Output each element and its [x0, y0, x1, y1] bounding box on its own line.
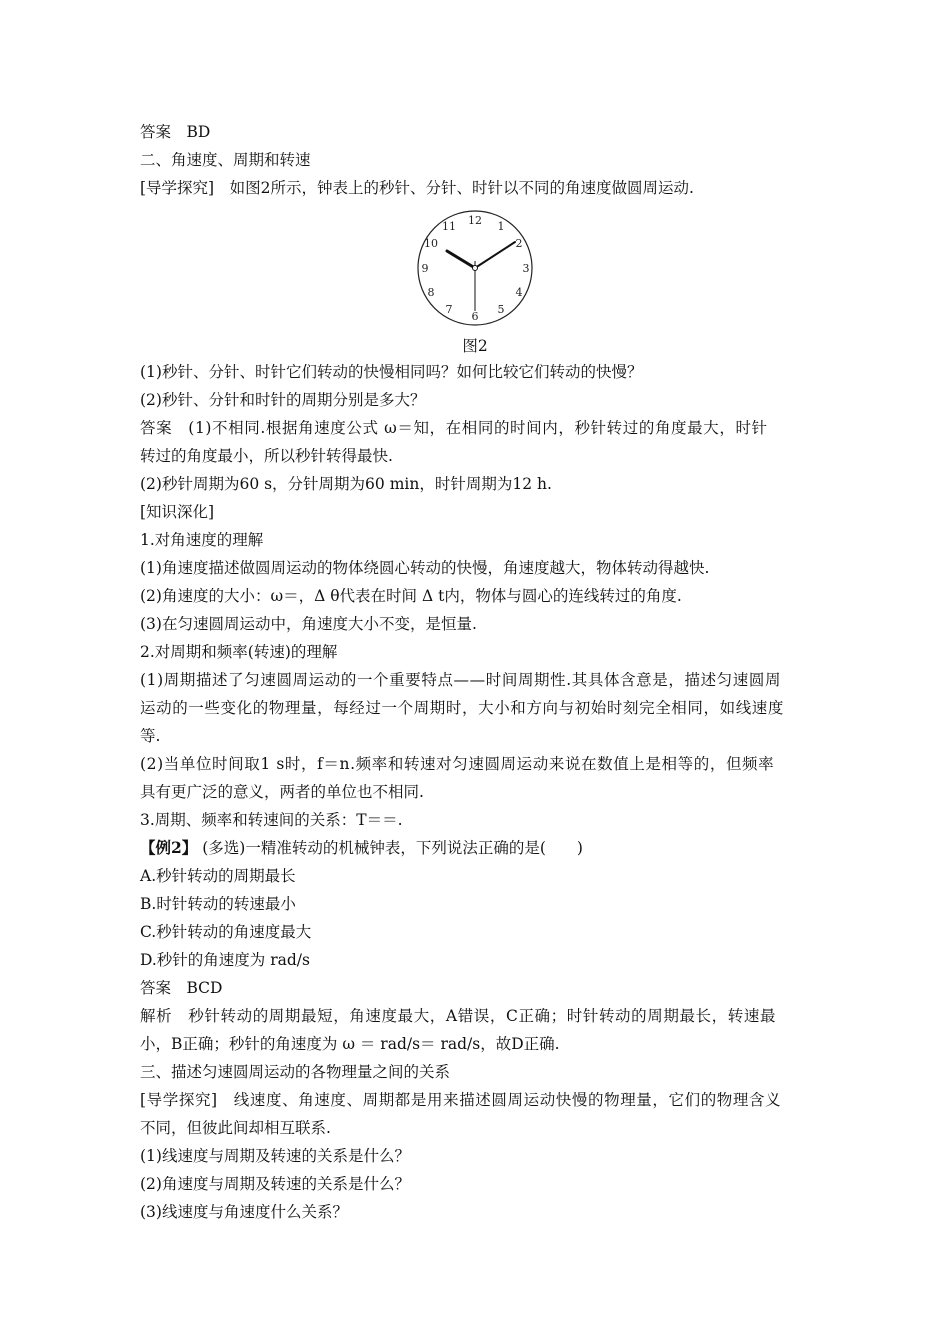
point-3: 3.周期、频率和转速间的关系：T＝＝.: [140, 811, 403, 829]
clock-number-4: 4: [515, 286, 523, 299]
question-1: (1)秒针、分针、时针它们转动的快慢相同吗？如何比较它们转动的快慢？: [140, 363, 643, 381]
guided-inquiry-2: [导学探究] 如图2所示，钟表上的秒针、分针、时针以不同的角速度做圆周运动.: [140, 179, 694, 197]
knowledge-heading: [知识深化]: [140, 503, 215, 521]
guided-inquiry-3-line-1: [导学探究] 线速度、角速度、周期都是用来描述圆周运动快慢的物理量，它们的物理含义: [140, 1091, 782, 1109]
option-b: B.时针转动的转速最小: [140, 895, 296, 913]
minute-hand: [475, 242, 515, 268]
question-3-1: (1)线速度与周期及转速的关系是什么？: [140, 1147, 410, 1165]
analysis-line-2: 小，B正确；秒针的角速度为 ω ＝ rad/s＝ rad/s，故D正确.: [140, 1035, 560, 1053]
clock-number-2: 2: [515, 237, 523, 250]
clock-number-6: 6: [471, 310, 479, 323]
clock-number-8: 8: [427, 286, 435, 299]
option-c: C.秒针转动的角速度最大: [140, 923, 312, 941]
question-2: (2)秒针、分针和时针的周期分别是多大？: [140, 391, 426, 409]
guided-inquiry-3-line-2: 不同，但彼此间却相互联系.: [140, 1119, 331, 1137]
clock-number-3: 3: [522, 262, 530, 275]
analysis-line-1: 解析 秒针转动的周期最短，角速度最大，A错误，C正确；时针转动的周期最长，转速最: [140, 1007, 777, 1025]
figure-caption: 图2: [462, 337, 488, 355]
clock-number-5: 5: [497, 303, 505, 316]
clock-number-11: 11: [442, 220, 456, 233]
point-2-1-line-3: 等.: [140, 727, 161, 745]
point-2-1-line-1: (1)周期描述了匀速圆周运动的一个重要特点——时间周期性.其具体含意是，描述匀速圆周: [140, 671, 782, 689]
clock-number-10: 10: [424, 237, 438, 250]
example-2-question: (多选)一精准转动的机械钟表，下列说法正确的是( ): [202, 839, 583, 857]
point-2-1-line-2: 运动的一些变化的物理量，每经过一个周期时，大小和方向与初始时刻完全相同，如线速度: [140, 699, 785, 717]
clock-number-9: 9: [421, 262, 429, 275]
answer-3: 答案 BCD: [140, 979, 223, 997]
option-a: A.秒针转动的周期最长: [140, 867, 296, 885]
clock-icon: [414, 207, 536, 329]
clock-number-12: 12: [468, 214, 482, 227]
example-2-stem: [140, 838, 830, 858]
section-heading-2: 二、角速度、周期和转速: [140, 151, 311, 169]
answer-1: 答案 BD: [140, 123, 211, 141]
point-1-1: (1)角速度描述做圆周运动的物体绕圆心转动的快慢，角速度越大，物体转动得越快.: [140, 559, 710, 577]
option-d: D.秒针的角速度为 rad/s: [140, 951, 310, 969]
point-2-2-line-1: (2)当单位时间取1 s时，f＝n.频率和转速对匀速圆周运动来说在数值上是相等的，但频率: [140, 755, 775, 773]
question-3-3: (3)线速度与角速度什么关系？: [140, 1203, 348, 1221]
point-2-title: 2.对周期和频率(转速)的理解: [140, 643, 338, 661]
point-1-title: 1.对角速度的理解: [140, 531, 264, 549]
hour-hand: [447, 251, 475, 268]
point-2-2-line-2: 具有更广泛的意义，两者的单位也不相同.: [140, 783, 424, 801]
answer-2-line-1: 答案 (1)不相同.根据角速度公式 ω＝知，在相同的时间内，秒针转过的角度最大，时针: [140, 419, 768, 437]
example-tag: 【例2】: [140, 838, 198, 857]
section-heading-3: 三、描述匀速圆周运动的各物理量之间的关系: [140, 1063, 451, 1081]
clock-number-1: 1: [497, 220, 505, 233]
clock-figure: [414, 207, 536, 329]
answer-2-line-2: 转过的角度最小，所以秒针转得最快.: [140, 447, 393, 465]
answer-2-line-3: (2)秒针周期为60 s，分针周期为60 min，时针周期为12 h.: [140, 475, 552, 493]
point-1-2: (2)角速度的大小：ω＝，Δ θ代表在时间 Δ t内，物体与圆心的连线转过的角度.: [140, 587, 682, 605]
question-3-2: (2)角速度与周期及转速的关系是什么？: [140, 1175, 410, 1193]
clock-number-7: 7: [445, 303, 453, 316]
point-1-3: (3)在匀速圆周运动中，角速度大小不变，是恒量.: [140, 615, 477, 633]
